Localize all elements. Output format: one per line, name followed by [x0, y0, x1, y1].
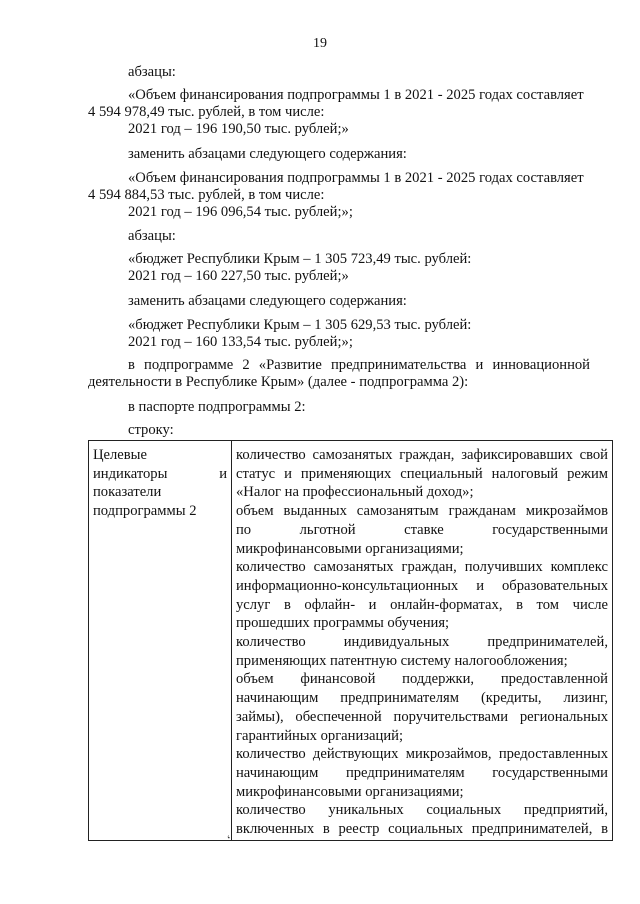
paragraph-line: «бюджет Республики Крым – 1 305 723,49 тыс. рублей:	[128, 251, 472, 267]
paragraph-line: 2021 год – 160 227,50 тыс. рублей;»	[128, 268, 349, 284]
content-line: включенных в реестр социальных предпринимателей, в	[236, 821, 608, 838]
paragraph-line: заменить абзацами следующего содержания:	[128, 146, 407, 162]
paragraph-line: абзацы:	[128, 228, 176, 244]
content-line: гарантийных организаций;	[236, 727, 404, 744]
label-word: и	[219, 465, 227, 482]
paragraph-line: в паспорте подпрограммы 2:	[128, 399, 306, 415]
table-label-cell	[89, 441, 232, 841]
paragraph-line: заменить абзацами следующего содержания:	[128, 293, 407, 309]
content-line: микрофинансовыми организациями;	[236, 540, 464, 557]
paragraph-line: «Объем финансирования подпрограммы 1 в 2021 - 2025 годах составляет	[128, 170, 584, 186]
table-row	[89, 441, 613, 841]
page-number: 19	[313, 36, 327, 51]
content-line: объем выданных самозанятым гражданам микрозаймов	[236, 503, 608, 520]
content-line: количество самозанятых граждан, получивших комплекс	[236, 559, 608, 576]
content-line: количество самозанятых граждан, зафиксировавших свой	[236, 447, 608, 463]
content-line: объем финансовой поддержки, предоставленной	[236, 671, 608, 688]
content-line: количество индивидуальных предпринимателей,	[236, 634, 608, 651]
paragraph-line: деятельности в Республике Крым» (далее - подпрограмма 2):	[88, 374, 469, 390]
paragraph-line: в подпрограмме 2 «Развитие предпринимательства и инновационной	[128, 357, 590, 373]
content-line: применяющих патентную систему налогообложения;	[236, 652, 568, 669]
paragraph-line: строку:	[128, 422, 174, 438]
passport-table	[88, 440, 613, 841]
content-line: начинающим предпринимателям (кредиты, лизинг,	[236, 690, 608, 707]
content-line: «Налог на профессиональный доход»;	[236, 484, 474, 501]
label-line: подпрограммы 2	[93, 503, 197, 520]
label-line: Целевые	[93, 447, 147, 463]
content-line: начинающим предпринимателям государственными	[236, 764, 608, 781]
label-line: показатели	[93, 484, 162, 501]
paragraph-line: 2021 год – 196 096,54 тыс. рублей;»;	[128, 204, 353, 220]
paragraph-line: 4 594 978,49 тыс. рублей, в том числе:	[88, 104, 325, 120]
content-line: прошедших программы обучения;	[236, 615, 450, 632]
content-line: по льготной ставке государственными	[236, 521, 608, 538]
content-line: информационно-консультационных и образовательных	[236, 577, 608, 594]
content-line: статус и применяющих специальный налоговый режим	[236, 465, 608, 482]
label-line	[93, 465, 227, 484]
content-line: услуг в офлайн- и онлайн-форматах, в том числе	[236, 596, 608, 613]
table-content-cell	[232, 441, 613, 841]
paragraph-line: 2021 год – 160 133,54 тыс. рублей;»;	[128, 334, 353, 350]
paragraph-line: «бюджет Республики Крым – 1 305 629,53 тыс. рублей:	[128, 317, 472, 333]
paragraph-line: 4 594 884,53 тыс. рублей, в том числе:	[88, 187, 325, 203]
content-line: микрофинансовыми организациями;	[236, 783, 464, 800]
paragraph-line: «Объем финансирования подпрограммы 1 в 2021 - 2025 годах составляет	[128, 87, 584, 103]
scan-mark: ‘	[224, 832, 235, 847]
content-line: количество действующих микрозаймов, предоставленных	[236, 746, 608, 763]
paragraph-line: 2021 год – 196 190,50 тыс. рублей;»	[128, 121, 349, 137]
content-line: займы), обеспеченной поручительствами региональных	[236, 708, 608, 725]
content-line: количество уникальных социальных предприятий,	[236, 802, 608, 819]
paragraph-line: абзацы:	[128, 64, 176, 80]
label-word: индикаторы	[93, 465, 168, 482]
